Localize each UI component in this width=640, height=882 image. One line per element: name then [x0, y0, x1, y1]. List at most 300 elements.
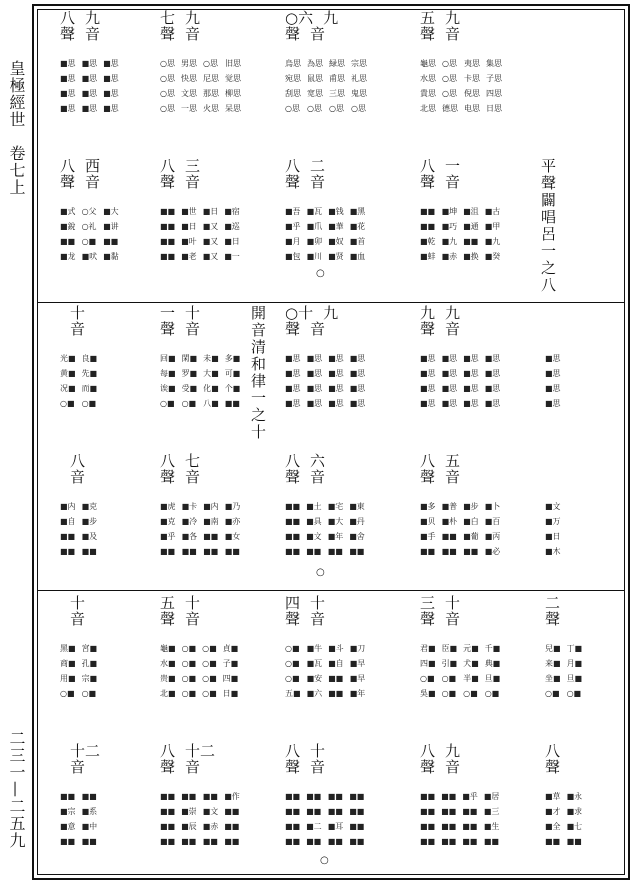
- char-cell: ■亦: [224, 517, 241, 526]
- char-grid: [160, 351, 240, 411]
- char-cell: 文思: [180, 89, 197, 98]
- header-yin-label: 音: [310, 758, 326, 776]
- char-grid: [420, 641, 500, 701]
- char-cell: ■■: [160, 252, 176, 261]
- char-cell: ■大: [327, 517, 344, 526]
- char-cell: 用■: [60, 674, 76, 683]
- char-cell: ■■: [441, 792, 457, 801]
- block-header: [160, 743, 215, 775]
- header-line-2: [60, 759, 100, 775]
- char-cell: 四■: [420, 659, 436, 668]
- char-cell: ■花: [349, 222, 366, 231]
- char-cell: ■■: [60, 532, 76, 541]
- char-cell: ■思: [306, 354, 323, 363]
- header-line-2: [60, 174, 100, 190]
- char-cell: ■■: [285, 822, 301, 831]
- char-cell: ■早: [349, 674, 366, 683]
- char-cell: ■日: [224, 237, 240, 246]
- circle-mark: ○: [316, 567, 325, 578]
- char-cell: ■月: [285, 237, 301, 246]
- header-line-1: [545, 743, 570, 759]
- char-cell: ■■: [160, 547, 176, 556]
- header-yin-label: 音: [185, 758, 201, 776]
- char-cell: ■宗: [60, 807, 76, 816]
- char-cell: ■通: [463, 222, 479, 231]
- char-cell: ■思: [545, 369, 561, 378]
- char-cell: ■思: [484, 384, 501, 393]
- char-cell: ■宿: [224, 207, 240, 216]
- char-cell: 鼠思: [307, 74, 323, 83]
- char-cell: ○思: [160, 89, 175, 98]
- char-cell: ■意: [60, 822, 76, 831]
- char-cell: ■牛: [306, 644, 323, 653]
- char-cell: ○■: [81, 237, 97, 246]
- char-cell: 半■: [463, 674, 479, 683]
- char-cell: 千■: [484, 644, 501, 653]
- char-cell: ■吠: [81, 252, 98, 261]
- char-cell: ○■: [202, 674, 217, 683]
- char-cell: 良■: [81, 354, 98, 363]
- block-header: [60, 595, 85, 627]
- char-cell: ■自: [60, 517, 76, 526]
- char-cell: ○■: [60, 689, 75, 698]
- char-cell: 呆思: [224, 104, 241, 113]
- char-cell: ■■: [285, 807, 301, 816]
- header-sound-number: 八: [70, 452, 86, 470]
- char-cell: ■世: [181, 207, 197, 216]
- block-header: [545, 453, 555, 485]
- char-cell: ■三: [483, 807, 500, 816]
- block-header: [420, 453, 460, 485]
- char-cell: ■思: [81, 89, 98, 98]
- char-grid: [545, 789, 582, 849]
- char-cell: 引■: [441, 659, 458, 668]
- char-cell: ■思: [349, 369, 366, 378]
- char-cell: ■龙: [60, 252, 76, 261]
- char-cell: ■■: [462, 822, 478, 831]
- char-cell: ■思: [441, 399, 458, 408]
- header-line-1: [420, 453, 460, 469]
- char-cell: ■吾: [285, 207, 301, 216]
- char-cell: ■思: [420, 369, 436, 378]
- char-cell: ■蚌: [420, 252, 436, 261]
- char-cell: ■普: [441, 502, 458, 511]
- header-sheng-label: 聲: [285, 468, 301, 486]
- char-cell: ○■: [285, 644, 300, 653]
- char-cell: ○■: [181, 399, 197, 408]
- header-line-1: [285, 10, 338, 26]
- char-cell: ■■: [349, 837, 365, 846]
- char-cell: ■内: [60, 502, 76, 511]
- char-cell: ■首: [349, 237, 366, 246]
- char-cell: ■居: [483, 792, 500, 801]
- char-cell: ■■: [60, 237, 76, 246]
- header-line-1: [420, 305, 460, 321]
- header-line-1: [160, 453, 200, 469]
- char-cell: ■思: [81, 104, 98, 113]
- header-yin-label: 音: [310, 468, 326, 486]
- char-cell: ■■: [420, 222, 436, 231]
- char-cell: ■■: [60, 547, 76, 556]
- char-grid: [420, 56, 502, 116]
- char-cell: ■六: [306, 689, 323, 698]
- char-cell: ○■: [566, 689, 582, 698]
- char-cell: ■思: [545, 354, 561, 363]
- block-header: [285, 595, 325, 627]
- char-cell: ■■: [224, 547, 240, 556]
- block-header: [545, 305, 555, 337]
- char-grid: [420, 204, 500, 264]
- char-cell: 子思: [486, 74, 502, 83]
- char-cell: ○思: [442, 59, 457, 68]
- header-line-1: [160, 743, 215, 759]
- char-cell: ■■: [462, 807, 478, 816]
- char-cell: ■■: [420, 837, 436, 846]
- char-cell: 一思: [180, 104, 197, 113]
- char-cell: 可■: [224, 369, 241, 378]
- header-sheng-label: 聲: [160, 173, 176, 191]
- header-yin-label: 音: [185, 25, 201, 43]
- char-cell: ■年: [349, 689, 366, 698]
- char-cell: ■及: [81, 532, 98, 541]
- char-cell: ■■: [349, 792, 365, 801]
- header-line-1: [60, 595, 85, 611]
- char-cell: ○■: [60, 399, 75, 408]
- header-tone-number: 八: [420, 742, 436, 760]
- header-line-2: [60, 469, 85, 485]
- header-yin-label: 音: [310, 610, 326, 628]
- char-cell: ○■: [181, 674, 197, 683]
- char-cell: ■宅: [327, 502, 344, 511]
- char-cell: 来■: [545, 659, 561, 668]
- char-cell: ■女: [224, 532, 241, 541]
- char-cell: ■■: [160, 837, 176, 846]
- header-sheng-label: 聲: [285, 25, 301, 43]
- header-tone-number: ○十: [285, 304, 314, 322]
- char-cell: ■思: [420, 384, 436, 393]
- char-cell: ■■: [462, 837, 478, 846]
- char-cell: ■■: [306, 837, 322, 846]
- char-cell: ■思: [103, 59, 119, 68]
- char-cell: 宗■: [81, 674, 98, 683]
- char-cell: 商■: [60, 659, 76, 668]
- header-sound-number: 十: [445, 594, 461, 612]
- block-header: [285, 305, 338, 337]
- section-divider-2: [38, 590, 624, 591]
- block-header: [420, 10, 460, 42]
- block-header: [285, 10, 338, 42]
- header-yin-label: 音: [185, 173, 201, 191]
- header-sound-number: 三: [185, 157, 201, 175]
- char-cell: ■乎: [462, 792, 478, 801]
- header-sheng-label: 聲: [420, 610, 436, 628]
- char-cell: ■■: [181, 792, 197, 801]
- char-cell: ■血: [349, 252, 366, 261]
- header-sheng-label: 聲: [420, 173, 436, 191]
- header-tone-number: 五: [160, 594, 176, 612]
- char-cell: ■思: [103, 89, 119, 98]
- header-line-1: [420, 743, 460, 759]
- char-cell: ■■: [441, 547, 457, 556]
- block-header: [60, 743, 100, 775]
- char-grid: [545, 499, 561, 559]
- char-cell: ■日: [202, 207, 219, 216]
- header-line-1: [545, 595, 570, 611]
- char-cell: ■思: [60, 104, 76, 113]
- header-tone-number: 四: [285, 594, 301, 612]
- char-cell: ■思: [545, 399, 561, 408]
- header-line-1: [285, 305, 338, 321]
- char-cell: ■老: [181, 252, 197, 261]
- char-cell: ○■: [202, 659, 217, 668]
- header-sheng-label: 聲: [160, 758, 176, 776]
- header-tone-number: 三: [420, 594, 436, 612]
- block-header: [545, 743, 570, 775]
- char-cell: ■七: [566, 822, 583, 831]
- char-cell: ■卜: [484, 502, 501, 511]
- header-sheng-label: 聲: [420, 25, 436, 43]
- char-cell: ○■: [202, 644, 217, 653]
- char-cell: ■爪: [306, 222, 323, 231]
- header-sound-number: 十: [310, 594, 326, 612]
- char-cell: ■■: [420, 822, 436, 831]
- header-yin-label: 音: [185, 320, 201, 338]
- char-cell: ■■: [181, 837, 197, 846]
- char-cell: 八■: [203, 399, 219, 408]
- char-cell: ■朴: [441, 517, 458, 526]
- header-yin-label: 音: [185, 468, 201, 486]
- char-cell: ■辰: [181, 822, 197, 831]
- header-yin-label: 音: [445, 25, 461, 43]
- char-cell: ■思: [441, 369, 458, 378]
- char-cell: ■叶: [181, 237, 197, 246]
- header-tone-number: 八: [160, 157, 176, 175]
- char-cell: ■年: [327, 532, 344, 541]
- char-cell: ■■: [441, 822, 457, 831]
- char-cell: ■■: [224, 822, 240, 831]
- char-cell: ■文: [202, 807, 219, 816]
- header-sound-number: 九: [323, 304, 339, 322]
- char-cell: ○■: [160, 399, 175, 408]
- header-line-1: [60, 305, 85, 321]
- char-cell: ■瓦: [306, 207, 323, 216]
- char-cell: ■乎: [285, 222, 301, 231]
- header-line-2: [545, 321, 555, 337]
- char-cell: ○思: [160, 74, 175, 83]
- header-line-1: [160, 305, 200, 321]
- char-cell: ○■: [81, 689, 97, 698]
- header-line-2: [285, 174, 325, 190]
- char-grid: [160, 204, 240, 264]
- char-cell: ■■: [160, 237, 176, 246]
- char-cell: 四思: [486, 89, 502, 98]
- char-cell: ■思: [545, 384, 561, 393]
- char-grid: [545, 641, 582, 701]
- char-cell: 宛思: [285, 74, 301, 83]
- char-cell: 罗■: [181, 369, 198, 378]
- block-header: [160, 10, 200, 42]
- char-cell: 贵■: [160, 674, 176, 683]
- char-cell: ■舍: [349, 532, 365, 541]
- char-cell: ○■: [81, 399, 97, 408]
- header-line-1: [60, 453, 85, 469]
- header-sheng-label: 聲: [285, 320, 301, 338]
- char-cell: ■赤: [202, 822, 219, 831]
- char-cell: ■■: [224, 399, 240, 408]
- char-grid: [285, 499, 365, 559]
- char-cell: ○思: [442, 89, 457, 98]
- header-sound-number: 西: [85, 157, 101, 175]
- header-line-2: [420, 174, 460, 190]
- page-frame-inner: [37, 9, 625, 875]
- header-line-1: [420, 10, 460, 26]
- char-cell: 水■: [160, 659, 176, 668]
- header-sheng-label: 聲: [60, 173, 76, 191]
- char-cell: ○■: [181, 659, 197, 668]
- char-cell: ■■: [202, 792, 218, 801]
- circle-mark: ○: [316, 268, 325, 279]
- header-sheng-label: 聲: [420, 758, 436, 776]
- char-cell: ■讲: [103, 222, 119, 231]
- char-cell: 烏思: [285, 59, 301, 68]
- char-cell: ○思: [202, 59, 218, 68]
- header-sound-number: 一: [445, 157, 461, 175]
- char-cell: 而■: [81, 384, 98, 393]
- block-header: [545, 595, 570, 627]
- header-tone-number: 一: [160, 304, 176, 322]
- char-cell: ○■: [441, 689, 457, 698]
- char-cell: ■生: [483, 822, 500, 831]
- char-cell: ■■: [285, 502, 301, 511]
- char-cell: ■思: [349, 354, 366, 363]
- char-cell: ■■: [285, 792, 301, 801]
- char-cell: 况■: [60, 384, 76, 393]
- char-grid: [160, 56, 241, 116]
- char-cell: ■克: [160, 517, 176, 526]
- char-cell: 旦■: [566, 674, 583, 683]
- page-number: 二三一—二五九: [7, 730, 26, 849]
- char-cell: 宮■: [81, 644, 98, 653]
- block-header: [60, 10, 100, 42]
- header-line-2: [160, 611, 200, 627]
- header-yin-label: 音: [185, 610, 201, 628]
- block-header: [420, 595, 460, 627]
- char-cell: ■才: [545, 807, 561, 816]
- header-yin-label: 音: [70, 758, 86, 776]
- char-grid: [160, 499, 240, 559]
- header-sound-number: 九: [445, 9, 461, 27]
- char-cell: ○思: [307, 104, 322, 113]
- char-cell: ○父: [81, 207, 97, 216]
- char-cell: 化■: [203, 384, 219, 393]
- char-grid: [60, 499, 97, 559]
- block-header: [60, 305, 85, 337]
- char-cell: ■百: [484, 517, 501, 526]
- section-divider-1: [38, 302, 624, 303]
- char-cell: ■思: [484, 369, 501, 378]
- block-header: [160, 305, 200, 337]
- char-cell: ■■: [545, 837, 561, 846]
- side-note: 平聲闢唱呂一之八: [539, 158, 557, 294]
- char-cell: ■思: [328, 399, 344, 408]
- char-grid: [160, 641, 238, 701]
- char-cell: ■求: [566, 807, 583, 816]
- char-cell: ■文: [545, 502, 561, 511]
- char-cell: ■黑: [349, 207, 366, 216]
- char-cell: 典■: [484, 659, 501, 668]
- char-cell: ■思: [285, 354, 301, 363]
- char-cell: ■早: [349, 659, 366, 668]
- char-cell: ■乾: [420, 237, 436, 246]
- header-line-2: [545, 759, 570, 775]
- char-cell: ■■: [441, 532, 457, 541]
- char-cell: ■沮: [463, 207, 479, 216]
- header-yin-label: 音: [70, 320, 86, 338]
- block-header: [420, 743, 460, 775]
- char-cell: ■■: [327, 792, 343, 801]
- char-cell: 北思: [420, 104, 436, 113]
- header-line-1: [545, 305, 555, 321]
- header-sound-number: 十: [185, 304, 201, 322]
- header-yin-label: 音: [445, 173, 461, 191]
- header-tone-number: 八: [60, 157, 76, 175]
- char-cell: 閑■: [181, 354, 198, 363]
- header-line-1: [60, 10, 100, 26]
- header-line-1: [545, 453, 555, 469]
- char-cell: ■■: [420, 207, 436, 216]
- header-line-1: [160, 10, 200, 26]
- char-cell: ■甲: [484, 222, 501, 231]
- header-sound-number: 六: [310, 452, 326, 470]
- char-cell: ■黏: [103, 252, 119, 261]
- char-cell: 大■: [203, 369, 219, 378]
- header-sound-number: 二: [310, 157, 326, 175]
- char-cell: 犬■: [463, 659, 479, 668]
- char-cell: 诶■: [160, 384, 176, 393]
- header-line-2: [285, 469, 325, 485]
- char-cell: 君■: [420, 644, 436, 653]
- char-cell: ■■: [60, 792, 76, 801]
- char-cell: 吳■: [420, 689, 436, 698]
- header-sound-number: 五: [445, 452, 461, 470]
- char-cell: ■钱: [328, 207, 344, 216]
- header-line-1: [420, 158, 460, 174]
- char-cell: ■■: [81, 792, 97, 801]
- char-cell: ■■: [328, 674, 344, 683]
- char-grid: [285, 56, 367, 116]
- header-line-2: [420, 759, 460, 775]
- header-line-1: [285, 595, 325, 611]
- header-sheng-label: 聲: [545, 610, 561, 628]
- char-cell: 貴思: [420, 89, 436, 98]
- char-cell: ■耳: [327, 822, 344, 831]
- char-cell: 倪思: [464, 89, 480, 98]
- char-cell: 刮思: [285, 89, 301, 98]
- header-tone-number: 八: [420, 157, 436, 175]
- char-cell: ■文: [306, 532, 322, 541]
- char-grid: [285, 204, 365, 264]
- char-cell: ■川: [306, 252, 323, 261]
- char-grid: [285, 789, 364, 849]
- char-cell: ■刀: [349, 644, 366, 653]
- char-cell: ■■: [203, 547, 219, 556]
- char-cell: 礼思: [351, 74, 367, 83]
- char-cell: ■丙: [484, 532, 501, 541]
- char-cell: ■奴: [328, 237, 344, 246]
- char-cell: ■■: [463, 237, 479, 246]
- char-cell: ■■: [349, 547, 365, 556]
- header-line-1: [160, 595, 200, 611]
